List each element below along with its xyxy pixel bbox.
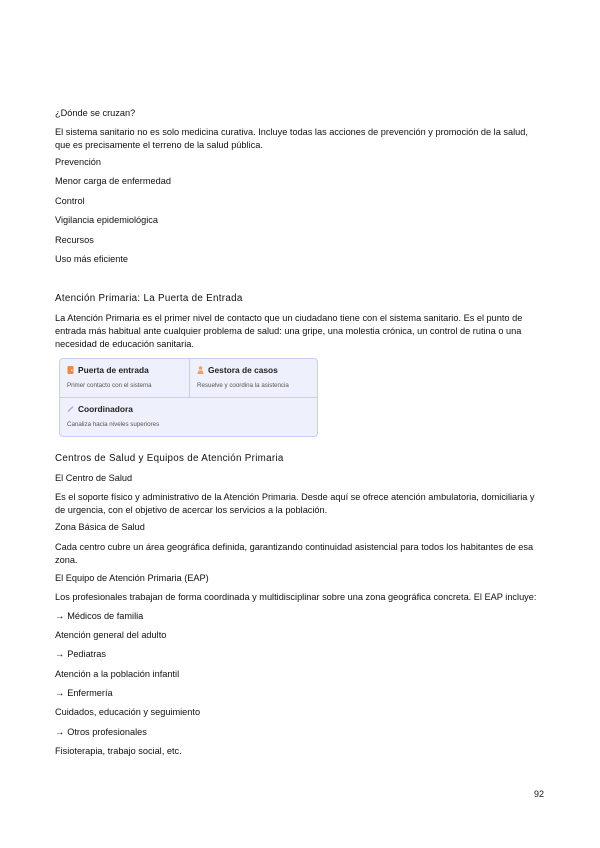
card-title: Gestora de casos — [208, 365, 278, 375]
list-item: Menor carga de enfermedad — [55, 176, 171, 186]
list-item: Vigilancia epidemiológica — [55, 215, 159, 225]
section-title-centros-salud: Centros de Salud y Equipos de Atención Primaria — [55, 453, 284, 464]
eap-member-desc: Atención a la población infantil — [55, 669, 180, 679]
section-title-atencion-primaria: Atención Primaria: La Puerta de Entrada — [55, 293, 243, 304]
role-label: Médicos de familia — [67, 611, 144, 621]
role-cards — [59, 358, 318, 437]
card-coordinadora — [60, 398, 317, 436]
eap-member-role — [55, 726, 147, 739]
arrow-right-icon: → — [55, 611, 65, 621]
role-label: Enfermería — [67, 688, 113, 698]
eap-member-desc: Atención general del adulto — [55, 630, 167, 640]
list-item: Control — [55, 196, 85, 206]
eap-member-desc: Fisioterapia, trabajo social, etc. — [55, 746, 182, 756]
eap-member-desc: Cuidados, educación y seguimiento — [55, 707, 201, 717]
person-icon — [197, 366, 204, 374]
card-gestora-casos — [190, 359, 317, 398]
card-desc: Primer contacto con el sistema — [67, 382, 152, 389]
role-label: Pediatras — [67, 649, 107, 659]
eap-paragraph: Los profesionales trabajan de forma coordinada y multidisciplinar sobre una zona geográfica concreta. El EAP incluye: — [55, 592, 537, 602]
eap-member-role — [55, 687, 113, 700]
list-item: Prevención — [55, 157, 101, 167]
centro-salud-paragraph: Es el soporte físico y administrativo de la Atención Primaria. Desde aquí se ofrece atención ambulatoria, domiciliaria y de urgencia, con el objetivo de acercar los servicios a la población. — [55, 492, 535, 515]
list-item: Uso más eficiente — [55, 254, 129, 264]
card-desc: Resuelve y coordina la asistencia — [197, 382, 289, 389]
subheading-zona-basica: Zona Básica de Salud — [55, 522, 145, 532]
card-desc: Canaliza hacia niveles superiores — [67, 421, 160, 428]
card-title: Puerta de entrada — [78, 365, 149, 375]
role-label: Otros profesionales — [67, 727, 147, 737]
door-icon — [67, 366, 74, 374]
zona-basica-paragraph: Cada centro cubre un área geográfica definida, garantizando continuidad asistencial para todos los habitantes de esa zona. — [55, 542, 534, 565]
intro-paragraph: El sistema sanitario no es solo medicina curativa. Incluye todas las acciones de prevención y promoción de la salud, que es precisamente el terreno de la salud pública. — [55, 127, 528, 150]
card-title: Coordinadora — [78, 404, 133, 414]
pen-icon — [67, 405, 74, 413]
question-heading: ¿Dónde se cruzan? — [55, 108, 136, 118]
eap-member-role — [55, 610, 143, 623]
page-number: 92 — [533, 789, 544, 799]
arrow-right-icon: → — [55, 727, 65, 737]
subheading-centro-salud: El Centro de Salud — [55, 473, 133, 483]
arrow-right-icon: → — [55, 688, 65, 698]
eap-member-role — [55, 648, 106, 661]
list-item: Recursos — [55, 235, 94, 245]
subheading-eap: El Equipo de Atención Primaria (EAP) — [55, 573, 209, 583]
card-puerta-entrada — [60, 359, 190, 398]
atencion-primaria-paragraph: La Atención Primaria es el primer nivel de contacto que un ciudadano tiene con el sistema sanitario. Es el punto de entrada más habitual ante cualquier problema de salud: una gripe, una molestia crónica, un control de rutina o una necesidad de educación sanitaria. — [55, 313, 523, 349]
arrow-right-icon: → — [55, 649, 65, 659]
